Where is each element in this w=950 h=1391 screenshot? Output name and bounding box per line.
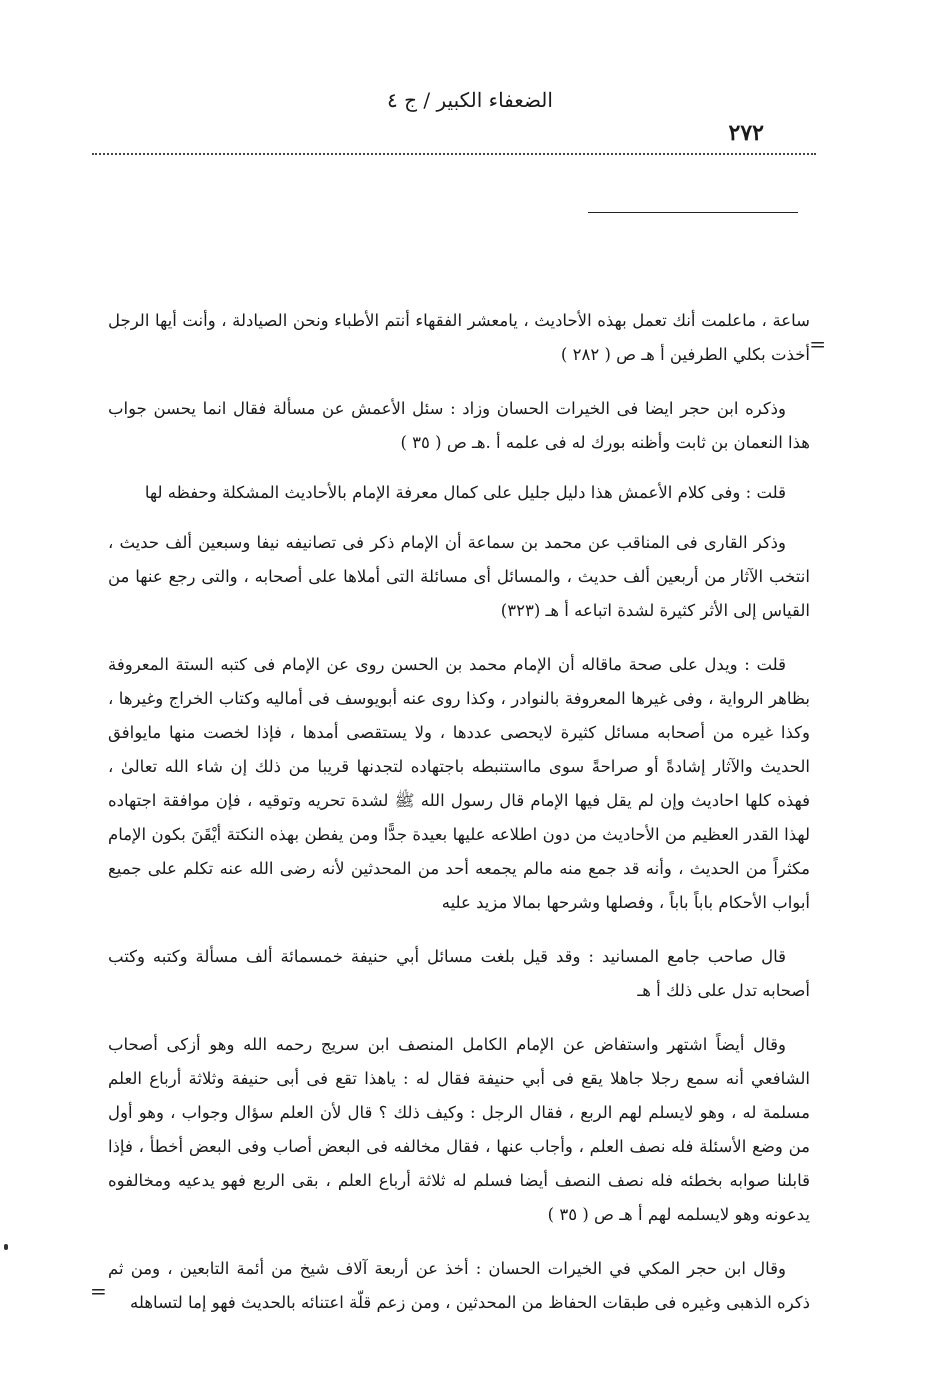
header-dotted-rule bbox=[92, 153, 816, 155]
paragraph-7: وقال أيضاً اشتهر واستفاض عن الإمام الكامل المنصف ابن سريج رحمه الله وهو أزكى أصحاب الشافعي أنه سمع رجلا جاهلا يقع فى أبي حنيفة فقال له : ياهذا تقع فى أبى حنيفة وثلاثة أرباع العلم مسلمة له ، وهو لايسلم لهم الربع ، فقال الرجل : وكيف ذلك ؟ قال لأن العلم سؤال وجواب ، وهو أول من وضع الأسئلة فله نصف العلم ، وأجاب عنها ، فقال مخالفه فى البعض أصاب وفى البعض أخطأ ، فإذا قابلنا صوابه بخطئه فله نصف النصف أيضا فسلم له ثلاثة أرباع العلم ، بقى الربع فهو يدعيه ومخالفوه يدعونه وهو لايسلمه لهم أ هـ ص ( ٣٥ ) bbox=[108, 1035, 810, 1224]
continuation-mark-bottom: = bbox=[90, 1279, 107, 1303]
footnote-separator-rule bbox=[588, 212, 798, 213]
scan-speck bbox=[4, 1244, 8, 1250]
paragraph-8: وقال ابن حجر المكي في الخيرات الحسان : أخذ عن أربعة آلاف شيخ من أئمة التابعين ، ومن ثم ذكره الذهبى وغيره فى طبقات الحفاظ من المحدثين ، ومن زعم قلّة اعتنائه بالحديث فهو إما لتساهله bbox=[108, 1259, 810, 1312]
body-text bbox=[108, 304, 810, 1340]
paragraph-5: قلت : ويدل على صحة ماقاله أن الإمام محمد بن الحسن روى عن الإمام فى كتبه الستة المعروفة بظاهر الرواية ، وفى غيرها المعروفة بالنوادر ، وكذا روى عنه أبويوسف فى أماليه وكتاب الخراج وغيرها ، وكذا غيره من أصحابه مسائل كثيرة لايحصى عددها ، ولا يستقصى أمدها ، فإذا لخصت منها مايوافق الحديث والآثار إشادةً أو صراحةً سوى مااستنبطه باجتهاده لتجدنها قريبا من ذلك إن شاء الله تعالىٰ ، فهذه كلها احاديث وإن لم يقل فيها الإمام قال رسول الله ﷺ لشدة تحريه وتوقيه ، فإن موافقة اجتهاده لهذا القدر العظيم من الأحاديث من دون اطلاعه عليها بعيدة جدًّا ومن يفطن بهذه النكتة أيْقَنَ بكون الإمام مكثراً من الحديث ، وأنه قد جمع منه مالم يجمعه أحد من المحدثين لأنه رضى الله عنه تكلم على جميع أبواب الأحكام باباً باباً ، وفصلها وشرحها بمالا مزيد عليه bbox=[108, 655, 810, 912]
continuation-mark-top: = bbox=[809, 332, 826, 356]
page-number: ٢٧٢ bbox=[728, 120, 764, 146]
paragraph-2: وذكره ابن حجر ايضا فى الخيرات الحسان وزاد : سئل الأعمش عن مسألة فقال انما يحسن جواب هذا النعمان بن ثابت وأظنه بورك له فى علمه أ .هـ ص ( ٣٥ ) bbox=[108, 399, 810, 452]
paragraph-1: ساعة ، ماعلمت أنك تعمل بهذه الأحاديث ، يامعشر الفقهاء أنتم الأطباء ونحن الصيادلة ، وأنت أيها الرجل أخذت بكلي الطرفين أ هـ ص ( ٢٨٢ ) bbox=[108, 311, 810, 364]
paragraph-4: وذكر القارى فى المناقب عن محمد بن سماعة أن الإمام ذكر فى تصانيفه نيفا وسبعين ألف حديث ، انتخب الآثار من أربعين ألف حديث ، والمسائل أى مسائلة التى أملاها على أصحابه ، والتى رجع عنها من القياس إلى الأثر كثيرة لشدة اتباعه أ هـ (٣٢٣) bbox=[108, 533, 810, 620]
running-title: الضعفاء الكبير / ج ٤ bbox=[387, 88, 553, 112]
paragraph-3: قلت : وفى كلام الأعمش هذا دليل جليل على كمال معرفة الإمام بالأحاديث المشكلة وحفظه لها bbox=[144, 483, 786, 502]
paragraph-6: قال صاحب جامع المسانيد : وقد قيل بلغت مسائل أبي حنيفة خمسمائة ألف مسألة وكتبه وكتب أصحابه تدل على ذلك أ هـ bbox=[108, 947, 810, 1000]
